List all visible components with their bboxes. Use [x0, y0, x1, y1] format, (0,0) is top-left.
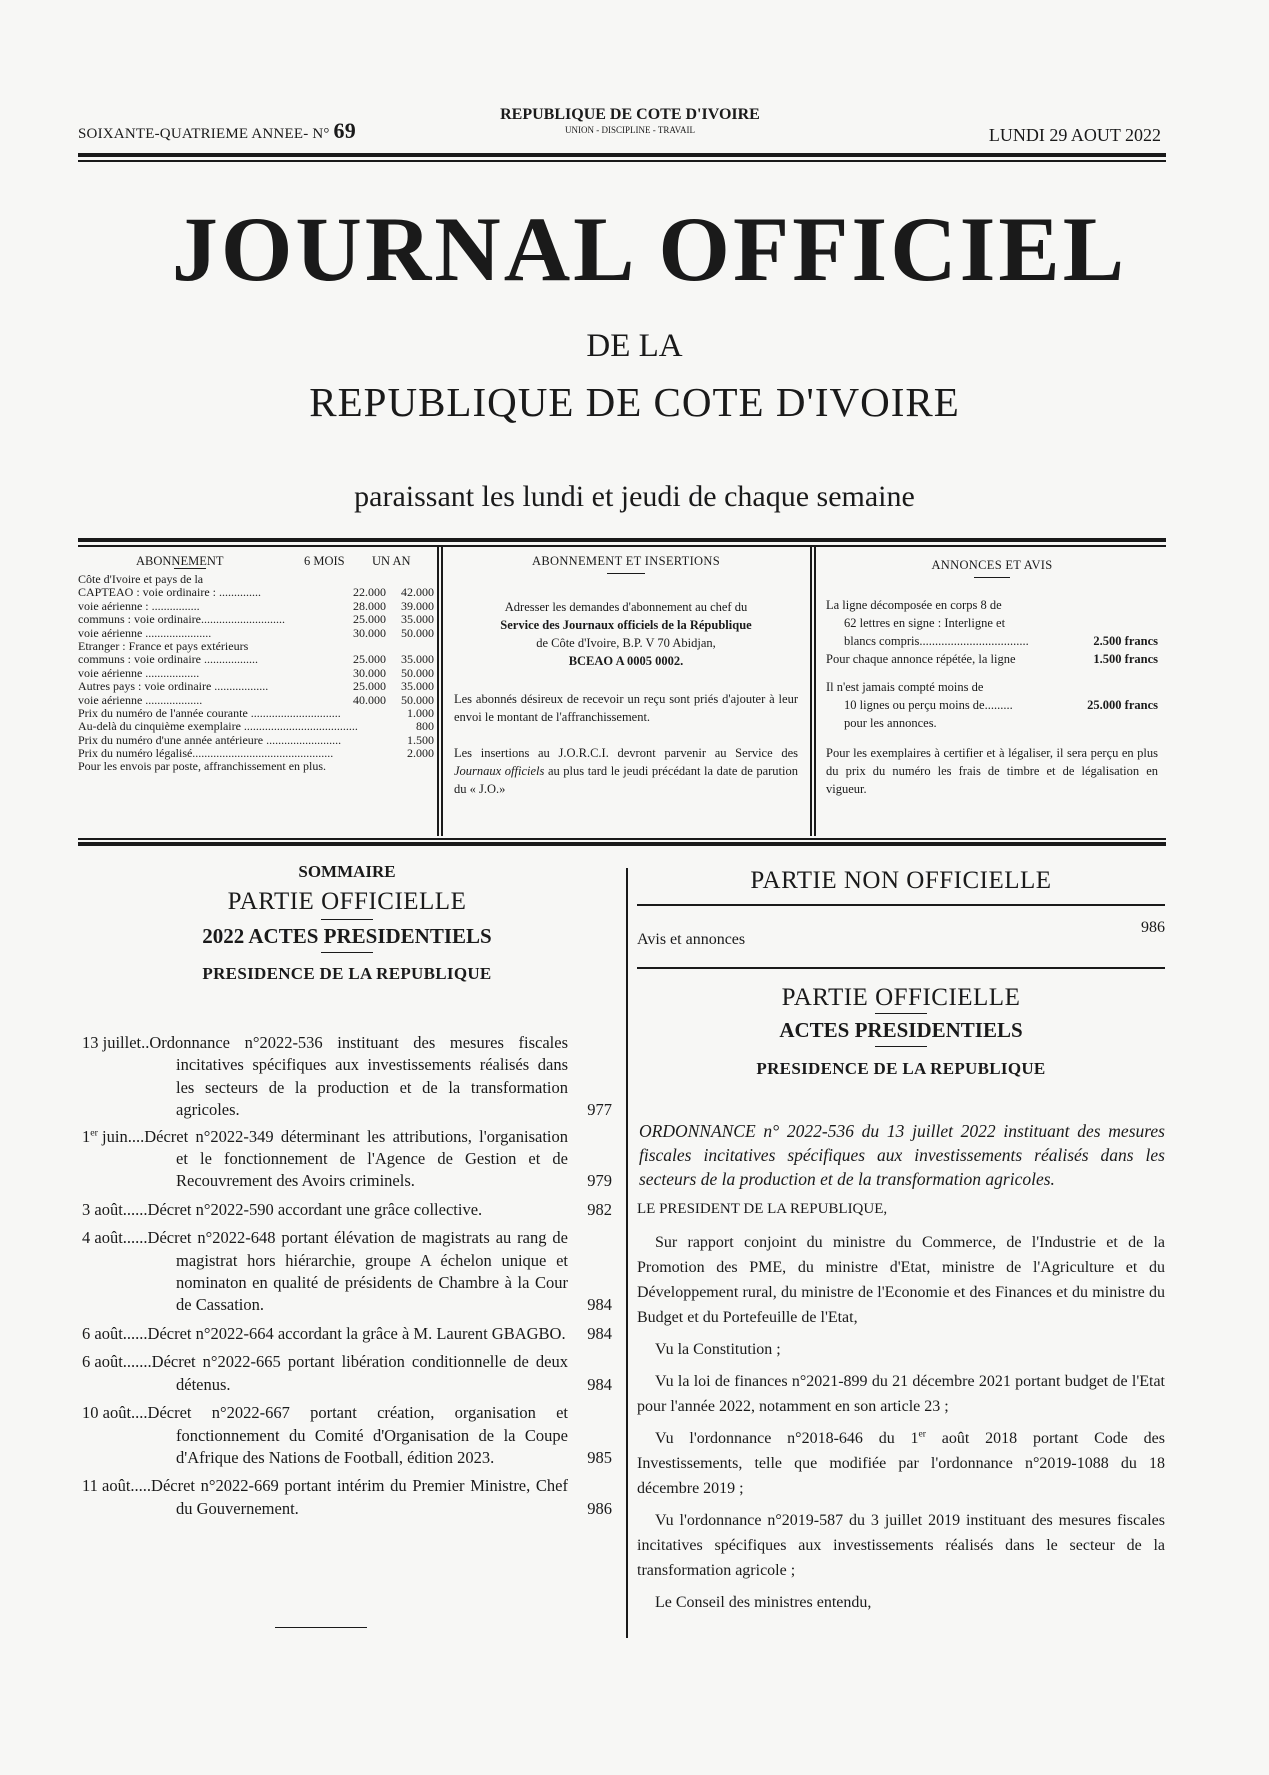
boxes-rule-top [78, 538, 1166, 542]
abonnement-row-unan: 39.000 [401, 598, 434, 613]
sommaire-entry-date: 11 août..... [82, 1476, 152, 1496]
sommaire-title: SOMMAIRE [298, 862, 396, 881]
abonnement-row-label: Prix du numéro de l'année courante .............................. [78, 705, 341, 720]
sommaire-entry-date-sup: er [90, 1127, 98, 1139]
avis-page: 986 [1141, 919, 1165, 936]
abonnement-row [78, 653, 436, 666]
sommaire-entry-text: Ordonnance n°2022-536 instituant des mesures fiscales incitatives spécifiques aux investissements réalisés dans les secteurs de la production et de la transformation agricoles. [149, 1033, 568, 1120]
annonces-box [818, 548, 1166, 835]
sommaire-entry-page: 985 [587, 1447, 612, 1467]
sommaire-entry-page: 977 [587, 1100, 612, 1120]
sommaire-entry-text: Décret n°2022-667 portant création, organisation et fonctionnement du Comité d'Organisation de la Coupe d'Afrique des Nations de Football, édition 2023. [147, 1403, 568, 1467]
sommaire-partie: PARTIE OFFICIELLE [227, 888, 467, 915]
sommaire-entry-page: 979 [587, 1171, 612, 1191]
abonnement-row-6mois: 22.000 [353, 585, 386, 600]
devise: UNION - DISCIPLINE - TRAVAIL [565, 125, 695, 135]
box-divider-1a [437, 546, 439, 836]
price-minimum: 25.000 francs [1087, 697, 1158, 712]
sommaire-entry [82, 1351, 612, 1396]
abonnement-row-6mois: 25.000 [353, 612, 386, 627]
abonnement-row-label: voie aérienne .................. [78, 665, 200, 680]
sommaire-entry [82, 1199, 612, 1221]
annonces-underline [974, 577, 1010, 578]
republique-label: REPUBLIQUE DE COTE D'IVOIRE [500, 106, 760, 123]
avis-label: Avis et annonces [637, 931, 746, 948]
abonnement-row [78, 667, 436, 680]
boxes-rule-bottom-thin [78, 838, 1166, 840]
sommaire-entry-date: 3 août...... [82, 1199, 148, 1219]
abonnement-row-unan: 35.000 [401, 679, 434, 694]
rule-2 [321, 952, 373, 953]
abonnement-head: ABONNEMENT [136, 554, 224, 568]
column-divider [626, 868, 628, 1638]
abonnement-row [78, 627, 436, 640]
abonnement-header [78, 548, 436, 568]
sommaire-entry [82, 1323, 612, 1345]
boxes-rule-bottom [78, 842, 1166, 846]
abonnement-row-label: Au-delà du cinquième exemplaire ...................................... [78, 719, 358, 734]
abonnement-row-6mois: 25.000 [353, 679, 386, 694]
abonnement-row-6mois: 28.000 [353, 598, 386, 613]
abonnement-row-6mois: 30.000 [353, 625, 386, 640]
officielle-header [637, 985, 1165, 1081]
abonnement-row [78, 734, 436, 747]
officielle-actes: ACTES PRESIDENTIELS [779, 1018, 1023, 1042]
rule-3 [875, 1013, 927, 1014]
rule-1 [321, 919, 373, 920]
box-divider-2b [814, 546, 816, 836]
abonnement-row-label: Pour les envois par poste, affranchissement en plus. [78, 759, 327, 774]
officielle-title: PARTIE OFFICIELLE [781, 984, 1021, 1011]
masthead-parution: paraissant les lundi et jeudi de chaque semaine [354, 480, 915, 513]
sommaire-entry-page: 984 [587, 1323, 612, 1343]
sommaire-entry-date-month: juin.... [97, 1126, 145, 1146]
masthead-republique: REPUBLIQUE DE COTE D'IVOIRE [309, 379, 960, 425]
abonnement-row [78, 760, 436, 773]
sommaire-entry-text: Décret n°2022-665 portant libération conditionnelle de deux détenus. [151, 1352, 568, 1394]
abonnement-rows [78, 573, 436, 774]
abonnement-row [78, 640, 436, 653]
conseil-ministres: Le Conseil des ministres entendu, [655, 1594, 872, 1611]
abonnement-row-unan: 42.000 [401, 585, 434, 600]
abonnement-row-label: Côte d'Ivoire et pays de la [78, 572, 204, 586]
visa-rapport: Sur rapport conjoint du ministre du Commerce, de l'Industrie et de la Promotion des PME, du ministre d'Etat, ministre de l'Agriculture et du Développement rural, du ministre de l'Economie et des Finances et du ministre du Budget et du Portefeuille de l'Etat, [637, 1234, 1165, 1326]
sommaire-entry-date: 6 août....... [82, 1352, 152, 1372]
sommaire-entry-date: 13 juillet.. [82, 1033, 150, 1052]
abonnement-row-label: Prix du numéro d'une année antérieure ......................... [78, 732, 342, 747]
annee-numero: SOIXANTE-QUATRIEME ANNEE- N° 69 [78, 118, 356, 143]
sommaire-entry [82, 1032, 612, 1122]
sommaire-entry [82, 1475, 612, 1520]
annonces-tarifs: La ligne décomposée en corps 8 de 62 lettres en signe : Interligne et blancs compris................................... 2.500 francs Pour chaque annonce répétée, la ligne 1.500 francs Il n'est jamais compté moins de 10 lignes ou perçu moins de......... 25.000 francs pour les annonces. Pour les exemplaires à certifier et à légaliser, il sera perçu en plus du prix du numéro les frais de timbre et de légalisation en vigueur. [826, 597, 1158, 796]
price-repetee: 1.500 francs [1093, 651, 1158, 666]
sommaire-entry-date: 6 août...... [82, 1323, 148, 1343]
abonnement-row-unan: 2.000 [407, 746, 434, 761]
sommaire-end-rule [275, 1627, 367, 1628]
abonnement-row-label: CAPTEAO : voie ordinaire : .............. [78, 585, 261, 600]
abonnement-row-unan: 800 [416, 719, 434, 734]
sommaire-entry-date-num: 1 [82, 1126, 91, 1146]
header-rule-thin [78, 160, 1166, 162]
box-divider-2a [810, 546, 812, 836]
abonnement-row [78, 573, 436, 586]
abonnement-row-label: Etranger : France et pays extérieurs [78, 638, 249, 653]
abonnement-row-unan: 35.000 [401, 612, 434, 627]
insertions-box [446, 548, 806, 835]
abonnement-row [78, 600, 436, 613]
annonces-head: ANNONCES ET AVIS [931, 558, 1053, 572]
president-line: LE PRESIDENT DE LA REPUBLIQUE, [637, 1201, 888, 1217]
issue-date: LUNDI 29 AOUT 2022 [988, 125, 1161, 145]
insertions-p2: Les abonnés désireux de recevoir un reçu sont priés d'ajouter à leur envoi le montant de l'affranchissement. [454, 691, 798, 724]
sommaire-entry-page: 986 [587, 1498, 612, 1518]
sommaire-entry-page: 982 [587, 1199, 612, 1219]
abonnement-row [78, 694, 436, 707]
visa-ordonnance-2019: Vu l'ordonnance n°2019-587 du 3 juillet 2019 instituant des mesures fiscales incitatives spécifiques aux investissements réalisés dans le secteur de la transformation agricole ; [637, 1512, 1165, 1579]
col-un-an: UN AN [372, 554, 411, 568]
abonnement-row-unan: 50.000 [401, 665, 434, 680]
abonnement-row-label: communs : voie ordinaire .................. [78, 652, 258, 667]
sommaire-actes: 2022 ACTES PRESIDENTIELS [202, 924, 492, 948]
numero: 69 [333, 118, 356, 143]
abonnement-row [78, 586, 436, 599]
abonnement-row-unan: 35.000 [401, 652, 434, 667]
abonnement-row-label: Autres pays : voie ordinaire .................. [78, 679, 269, 694]
insertions-underline [607, 573, 645, 574]
header-rule-thick [78, 153, 1166, 157]
abonnement-row [78, 720, 436, 733]
sommaire-entry-text: Décret n°2022-669 portant intérim du Premier Ministre, Chef du Gouvernement. [151, 1476, 568, 1518]
abonnement-row [78, 613, 436, 626]
abonnement-row-unan: 1.500 [407, 732, 434, 747]
abonnement-row-unan: 50.000 [401, 625, 434, 640]
sommaire-list [82, 1032, 612, 1520]
abonnement-row-6mois: 30.000 [353, 665, 386, 680]
abonnement-row-label: voie aérienne ...................... [78, 625, 212, 640]
sommaire-entry-text: Décret n°2022-664 accordant la grâce à M. Laurent GBAGBO. [147, 1323, 566, 1343]
non-officielle-title: PARTIE NON OFFICIELLE [750, 867, 1052, 894]
header-republique [430, 106, 830, 135]
sommaire-entry-text: Décret n°2022-648 portant élévation de magistrats au rang de magistrat hors hiérarchie, groupe A échelon unique et nominaton en qualité de présidents de Chambre à la Cour de Cassation. [147, 1228, 568, 1315]
insertions-p3: Les insertions au J.O.R.C.I. devront parvenir au Service des Journaux officiels au plus tard le jeudi précédant la date de parution du « J.O.» [454, 745, 798, 796]
non-officielle-rule [637, 904, 1165, 906]
avis-row [637, 919, 1165, 952]
abonnement-row-label: voie aérienne ................... [78, 692, 203, 707]
officielle-presidence: PRESIDENCE DE LA REPUBLIQUE [756, 1059, 1046, 1078]
masthead-de-la: DE LA [586, 328, 683, 364]
masthead-title: JOURNAL OFFICIEL [171, 198, 1128, 300]
abonnement-row-6mois: 25.000 [353, 652, 386, 667]
sommaire-entry-date: 4 août...... [82, 1228, 148, 1248]
abonnement-row-label: voie aérienne : ................ [78, 598, 200, 613]
sommaire-entry-page: 984 [587, 1295, 612, 1315]
insertions-head: ABONNEMENT ET INSERTIONS [532, 554, 720, 568]
sommaire-entry-date: 10 août.... [82, 1403, 148, 1423]
abonnement-row-unan: 50.000 [401, 692, 434, 707]
sommaire-entry [82, 1126, 612, 1193]
ordonnance-text [637, 1119, 1165, 1615]
sommaire-presidence: PRESIDENCE DE LA REPUBLIQUE [202, 964, 492, 983]
abonnement-row [78, 707, 436, 720]
visa-constitution: Vu la Constitution ; [655, 1341, 781, 1358]
col-6-mois: 6 MOIS [304, 554, 345, 568]
sommaire-entry [82, 1227, 612, 1317]
annonces-legalisation: Pour les exemplaires à certifier et à légaliser, il sera perçu en plus du prix du numéro les frais de timbre et de légalisation en vigueur. [826, 745, 1158, 796]
rule-4 [875, 1046, 927, 1047]
sommaire-entry [82, 1402, 612, 1469]
insertions-p1: Adresser les demandes d'abonnement au chef du Service des Journaux officiels de la République de Côte d'Ivoire, B.P. V 70 Abidjan, BCEAO A 0005 0002. [500, 599, 752, 668]
sommaire-entry-page: 984 [587, 1374, 612, 1394]
boxes-rule-top-thin [78, 545, 1166, 547]
abonnement-row-6mois: 40.000 [353, 692, 386, 707]
box-divider-1b [441, 546, 443, 836]
ordonnance-title: ORDONNANCE n° 2022-536 du 13 juillet 2022 instituant des mesures fiscales incitatives spécifiques aux investissements réalisés dans les secteurs de la production et de la transformation agricoles. [639, 1121, 1165, 1189]
abonnement-row [78, 680, 436, 693]
sommaire-entry-text: Décret n°2022-349 déterminant les attributions, l'organisation et le fonctionnement de l'Agence de Gestion et de Recouvrement des Avoirs criminels. [144, 1126, 568, 1191]
sommaire-entry-date [82, 1126, 144, 1148]
visa-code-investissements: Vu l'ordonnance n°2018-646 du 1er août 2018 portant Code des Investissements, telle que modifiée par l'ordonnance n°2019-1088 du 18 décembre 2019 ; [637, 1428, 1166, 1497]
non-officielle-section [637, 868, 1165, 893]
abonnement-row-label: Prix du numéro légalisé............................................... [78, 746, 334, 761]
sommaire-header [82, 862, 612, 984]
abonnement-box [78, 548, 436, 835]
sommaire-entry-text: Décret n°2022-590 accordant une grâce collective. [147, 1199, 483, 1219]
visa-loi-finances: Vu la loi de finances n°2021-899 du 21 décembre 2021 portant budget de l'Etat pour l'année 2022, notamment en son article 23 ; [637, 1373, 1165, 1415]
avis-rule [637, 967, 1165, 969]
abonnement-row-label: communs : voie ordinaire............................ [78, 612, 285, 627]
price-ligne: 2.500 francs [1093, 633, 1158, 648]
abonnement-row-unan: 1.000 [407, 705, 434, 720]
abonnement-row [78, 747, 436, 760]
